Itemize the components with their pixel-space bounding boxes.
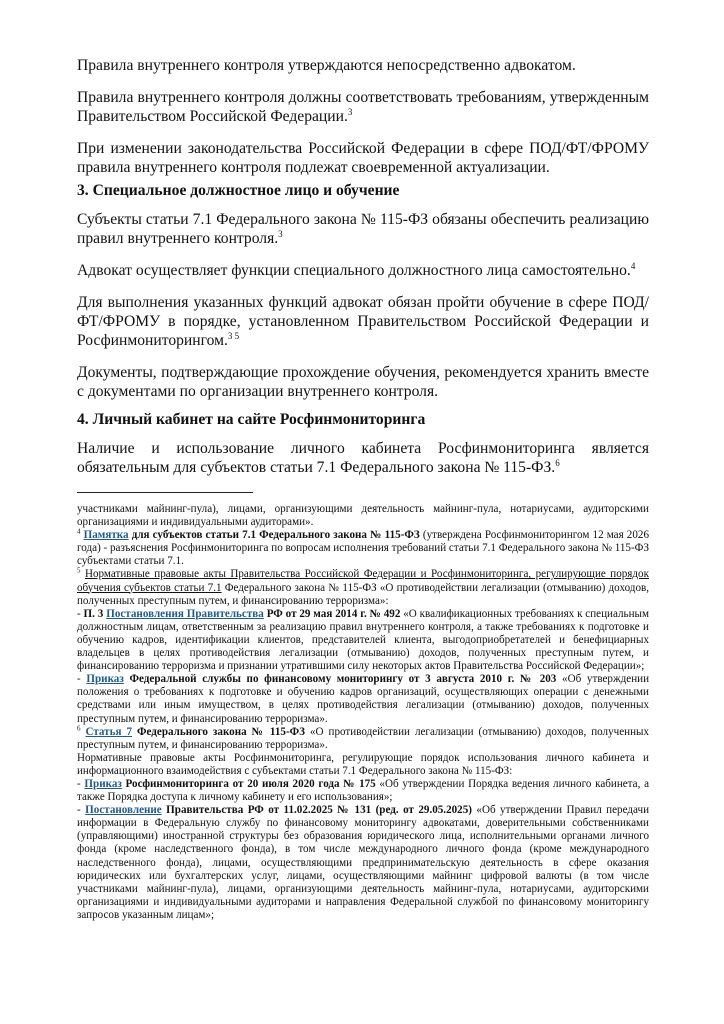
footnote-separator <box>77 492 253 493</box>
footnote-ref[interactable]: 3 5 <box>227 330 240 341</box>
paragraph: Правила внутреннего контроля утверждаются непосредственно адвокатом. <box>77 57 576 74</box>
footnote-item: - Приказ Федеральной службы по финансовому мониторингу от 3 августа 2010 г. № 203 «Об утверждении положения о требованиях к подготовке и обучению кадров организаций, осуществляющих операции с денежными средствами или иным имуществом, в целях противодействия легализации (отмыванию) доходов, полученных преступным путем, и финансированию терроризма». <box>77 673 650 725</box>
footnote-continuation: участниками майнинг-пула), лицами, организующими деятельность майнинг-пула, нотариусами, аудиторскими организациями и индивидуальными аудиторами». <box>77 503 649 529</box>
paragraph: Адвокат осуществляет функции специального должностного лица самостоятельно.$^4$ <box>77 260 636 279</box>
footnote-ref[interactable]: 4 <box>630 260 636 271</box>
footnote-link[interactable]: Статья 7 <box>85 725 133 738</box>
paragraph: Для выполнения указанных функций адвокат обязан пройти обучение в сфере ПОД/ФТ/ФРОМУ в порядке, установленном Правительством Российской Федерации и Росфинмониторингом.$^{3 5}$ <box>77 294 649 349</box>
section-heading: 4. Личный кабинет на сайте Росфинмониторинга <box>77 411 426 428</box>
paragraph: Субъекты статьи 7.1 Федерального закона № 115-ФЗ обязаны обеспечить реализацию правил внутреннего контроля.$^3$ <box>77 211 649 247</box>
footnote-link[interactable]: Приказ <box>84 777 122 790</box>
paragraph: Правила внутреннего контроля должны соответствовать требованиям, утвержденным Правительством Российской Федерации.$^3$ <box>77 89 649 125</box>
footnote-item: - П. 3 Постановления Правительства РФ от 29 мая 2014 г. № 492 «О квалификационных требованиях к специальным должностным лицам, ответственным за реализацию правил внутреннего контроля, а также требованиях к подготовке и обучению кадров, идентификации клиентов, представителей клиента, выгодоприобретателей и бенефициарных владельцев в целях противодействия легализации (отмыванию) доходов, полученных преступным путем, и финансированию терроризма и признании утратившими силу некоторых актов Правительства Российской Федерации»; <box>77 607 649 673</box>
paragraph: При изменении законодательства Российской Федерации в сфере ПОД/ФТ/ФРОМУ правила внутреннего контроля подлежат своевременной актуализации. <box>77 140 649 176</box>
paragraph: Наличие и использование личного кабинета Росфинмониторинга является обязательным для субъектов статьи 7.1 Федерального закона № 115-ФЗ.$^6$ <box>77 440 649 476</box>
footnote-link[interactable]: Постановление <box>85 804 162 817</box>
footnote-ref[interactable]: 6 <box>555 457 560 468</box>
footnote-link[interactable]: Приказ <box>86 673 124 686</box>
footnote-ref[interactable]: 3 <box>278 228 283 239</box>
footnote-item: - Постановление Правительства РФ от 11.02.2025 № 131 (ред. от 29.05.2025) «Об утверждении Правил передачи информации в Федеральную службу по финансовому мониторингу адвокатами, доверительными собственниками (управляющими) иностранной структуры без образования юридического лица, исполнительными органами личного фонда (кроме наследственного фонда), в том числе международного личного фонда (кроме международного наследственного фонда), лицами, осуществляющими предпринимательскую деятельность в сфере оказания юридических или бухгалтерских услуг, лицами, осуществляющими майнинг цифровой валюты (в том числе участниками майнинг-пула), лицами, организующими деятельность майнинг-пула, нотариусами, аудиторскими организациями и индивидуальными аудиторами и направления Федеральной службой по финансовому мониторингу запросов указанным лицам»; <box>77 804 650 921</box>
footnote-paragraph: Нормативные правовые акты Росфинмониторинга, регулирующие порядок использования личного кабинета и информационного взаимодействия с субъектами статьи 7.1 Федерального закона № 115-ФЗ: <box>77 751 649 777</box>
footnote-6: $^6$ Статья 7 Федерального закона № 115-ФЗ «О противодействии легализации (отмыванию) доходов, полученных преступным путем, и финансированию терроризма». <box>77 723 650 751</box>
footnote-5: $^5$ Нормативные правовые акты Правительства Российской Федерации и Росфинмониторинга, регулирующие порядок обучения субъектов статьи 7.1 Федерального закона № 115-ФЗ «О противодействии легализации (отмыванию) доходов, полученных преступным путем, и финансированию терроризма»: <box>77 566 650 607</box>
document-page <box>77 56 649 922</box>
footnote-item: - Приказ Росфинмониторинга от 20 июля 2020 года № 175 «Об утверждении Порядка ведения личного кабинета, а также Порядка доступа к личному кабинету и его использования»; <box>77 777 649 804</box>
footnote-link[interactable]: Памятка <box>83 529 129 542</box>
footnote-4: $^4$ Памятка для субъектов статьи 7.1 Федерального закона № 115-ФЗ (утверждена Росфинмониторингом 12 мая 2026 года) - разъяснения Росфинмониторинга по вопросам исполнения требований статьи 7.1 Федерального закона № 115-ФЗ субъектами статьи 7.1. <box>77 527 649 568</box>
footnote-link[interactable]: Постановления Правительства <box>106 607 264 620</box>
section-heading: 3. Специальное должностное лицо и обучение <box>77 182 400 199</box>
footnote-ref[interactable]: 3 <box>347 106 353 117</box>
paragraph: Документы, подтверждающие прохождение обучения, рекомендуется хранить вместе с документами по организации внутреннего контроля. <box>77 364 649 400</box>
